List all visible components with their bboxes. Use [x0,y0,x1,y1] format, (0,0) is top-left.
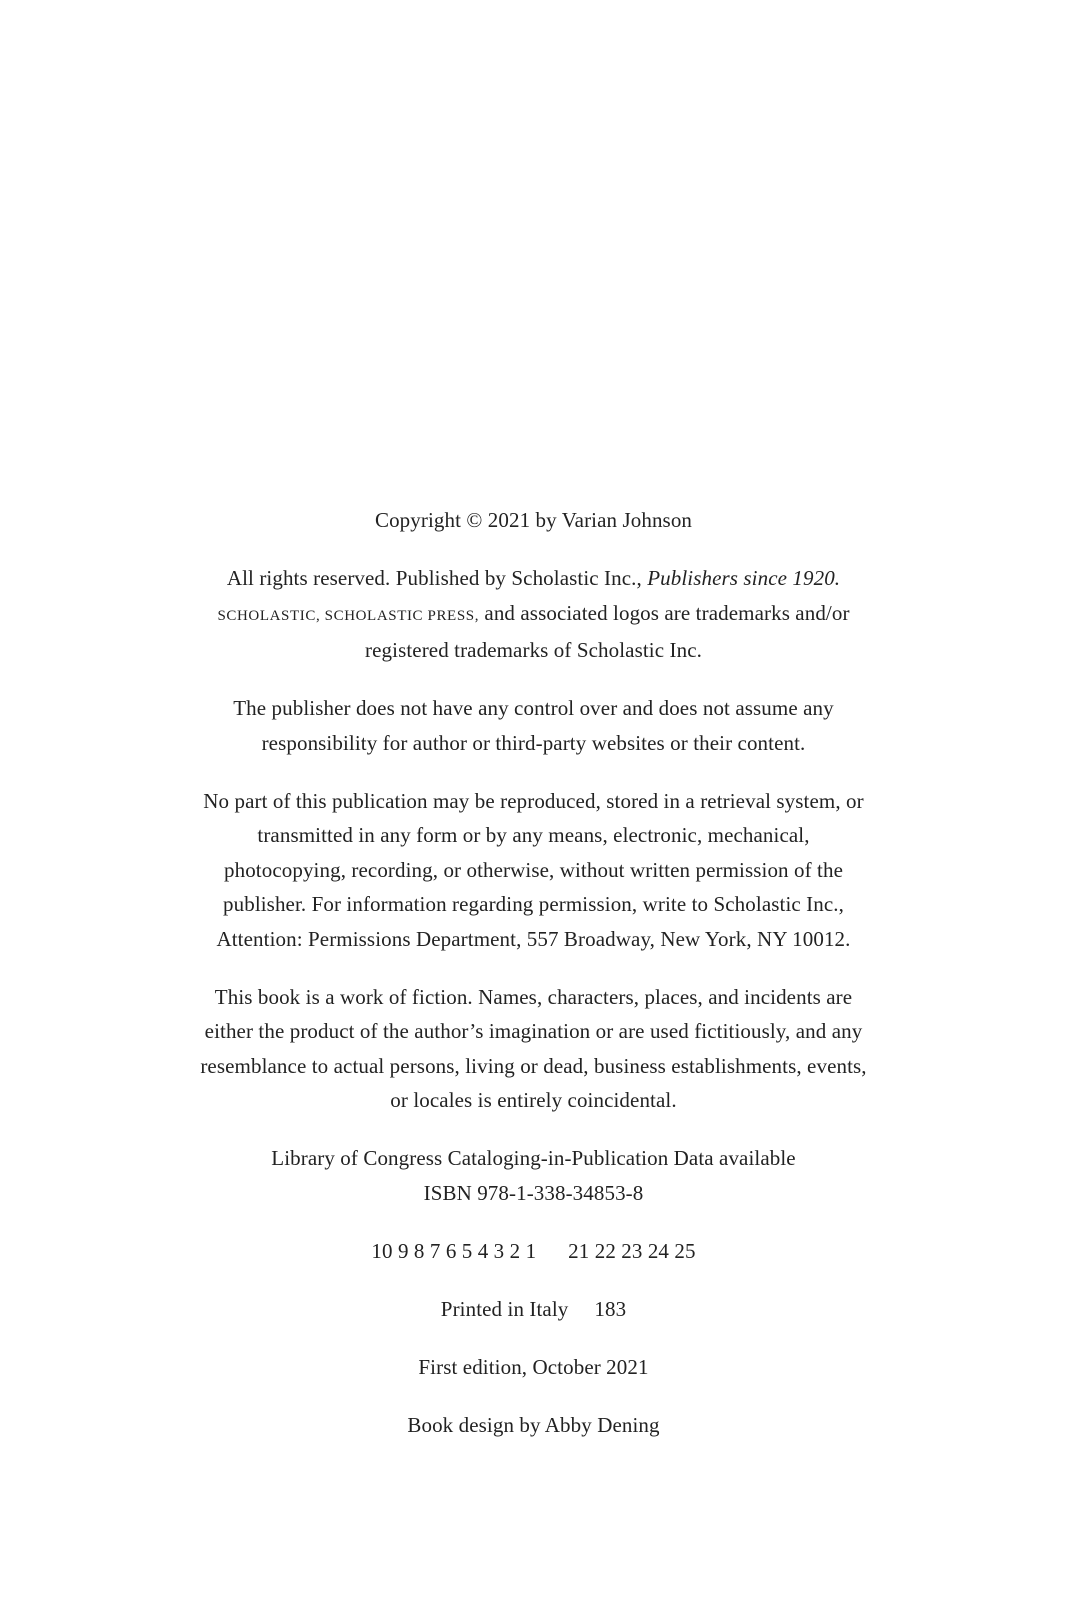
reproduction-notice-paragraph [0,784,1067,957]
fiction-line: This book is a work of fiction. Names, characters, places, and incidents are [214,984,853,1009]
fiction-line: or locales is entirely coincidental. [390,1088,677,1112]
reproduction-line: photocopying, recording, or otherwise, without written permission of the [224,857,843,882]
copyright-block [0,503,1067,1442]
copyright-text: Copyright © 2021 by Varian Johnson [374,508,693,532]
printer-code: 183 [594,1296,627,1321]
reproduction-line: No part of this publication may be reproduced, stored in a retrieval system, or [203,788,864,813]
fiction-notice-paragraph [0,980,1067,1118]
fiction-line: resemblance to actual persons, living or dead, business establishments, events, [200,1053,867,1078]
printed-in-paragraph [0,1292,1067,1327]
reproduction-line: publisher. For information regarding permission, write to Scholastic Inc., [223,892,844,916]
trademark-smallcaps-text: SCHOLASTIC, SCHOLASTIC PRESS, [217,607,480,624]
fiction-line: either the product of the author’s imagination or are used fictitiously, and any [204,1019,863,1043]
publishers-since-text: Publishers since 1920. [647,566,841,590]
printing-numbers: 10 9 8 7 6 5 4 3 2 1 [371,1238,537,1263]
design-credit-line: Book design by Abby Dening [407,1412,660,1437]
rights-line-2-text: and associated logos are trademarks and/or [479,600,850,625]
printing-line-paragraph [0,1234,1067,1269]
rights-line-3: registered trademarks of Scholastic Inc. [365,638,702,662]
rights-line-2 [0,596,1067,634]
printing-years: 21 22 23 24 25 [568,1238,696,1263]
copyright-line [0,503,1067,538]
design-paragraph [0,1408,1067,1443]
publisher-disclaimer-paragraph [0,691,1067,760]
reproduction-line: transmitted in any form or by any means, electronic, mechanical, [257,823,810,847]
edition-line: First edition, October 2021 [418,1354,649,1379]
edition-paragraph [0,1350,1067,1385]
reproduction-line: Attention: Permissions Department, 557 Broadway, New York, NY 10012. [216,926,851,951]
printed-in-country: Printed in Italy [440,1296,569,1321]
rights-line-1-text: All rights reserved. Published by Scholastic Inc., [226,566,648,590]
cataloging-paragraph [0,1141,1067,1210]
printed-in-line [0,1292,1067,1327]
disclaimer-line: The publisher does not have any control over and does not assume any [233,696,834,720]
rights-line-1 [0,561,1067,596]
rights-paragraph [0,561,1067,668]
disclaimer-line: responsibility for author or third-party websites or their content. [261,730,806,755]
printing-line [0,1234,1067,1269]
isbn-line: ISBN 978-1-338-34853-8 [423,1180,644,1205]
cataloging-line: Library of Congress Cataloging-in-Publication Data available [271,1146,796,1170]
